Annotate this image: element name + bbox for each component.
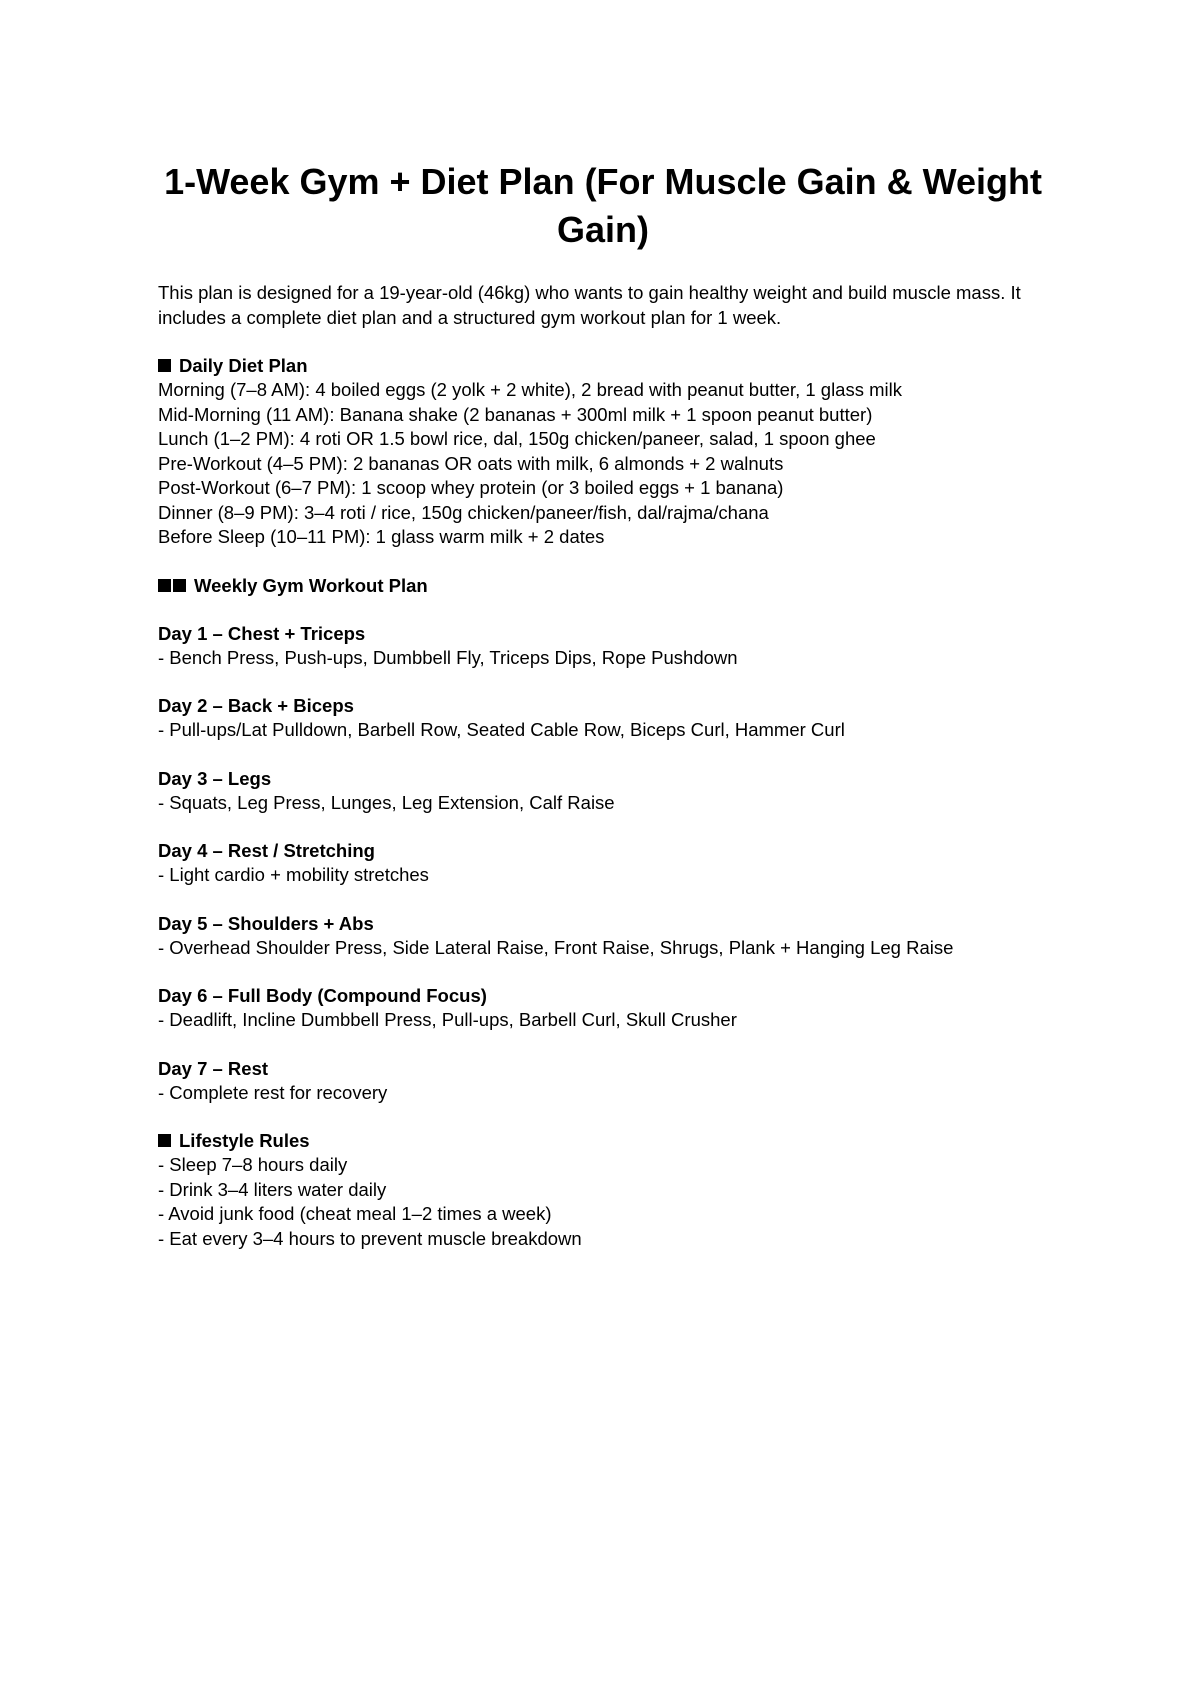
lifestyle-item: - Avoid junk food (cheat meal 1–2 times a week) bbox=[158, 1203, 552, 1224]
diet-item: Lunch (1–2 PM): 4 roti OR 1.5 bowl rice, dal, 150g chicken/paneer, salad, 1 spoon ghee bbox=[158, 428, 876, 449]
diet-item: Mid-Morning (11 AM): Banana shake (2 bananas + 300ml milk + 1 spoon peanut butter) bbox=[158, 403, 873, 425]
diet-item: Post-Workout (6–7 PM): 1 scoop whey protein (or 3 boiled eggs + 1 banana) bbox=[158, 477, 784, 498]
diet-item: Before Sleep (10–11 PM): 1 glass warm milk + 2 dates bbox=[158, 526, 605, 547]
lifestyle-item: - Drink 3–4 liters water daily bbox=[158, 1178, 387, 1200]
lifestyle-heading-text: Lifestyle Rules bbox=[179, 1130, 310, 1151]
day-title: Day 7 – Rest bbox=[158, 1057, 269, 1079]
diet-heading bbox=[158, 353, 1048, 378]
day-5-block bbox=[158, 911, 1048, 961]
day-title: Day 5 – Shoulders + Abs bbox=[158, 912, 374, 934]
day-detail: - Pull-ups/Lat Pulldown, Barbell Row, Seated Cable Row, Biceps Curl, Hammer Curl bbox=[158, 719, 845, 740]
lifestyle-heading bbox=[158, 1128, 1048, 1153]
day-6-block bbox=[158, 983, 1048, 1033]
day-detail: - Bench Press, Push-ups, Dumbbell Fly, Triceps Dips, Rope Pushdown bbox=[158, 646, 738, 668]
diet-section bbox=[158, 353, 1048, 550]
day-title: Day 4 – Rest / Stretching bbox=[158, 840, 375, 861]
workout-heading-text: Weekly Gym Workout Plan bbox=[194, 574, 428, 596]
day-detail: - Light cardio + mobility stretches bbox=[158, 864, 429, 885]
diet-item: Morning (7–8 AM): 4 boiled eggs (2 yolk + 2 white), 2 bread with peanut butter, 1 glass milk bbox=[158, 379, 902, 400]
day-title: Day 1 – Chest + Triceps bbox=[158, 622, 366, 644]
diet-item: Dinner (8–9 PM): 3–4 roti / rice, 150g chicken/paneer/fish, dal/rajma/chana bbox=[158, 501, 769, 523]
day-title: Day 6 – Full Body (Compound Focus) bbox=[158, 985, 487, 1006]
day-title: Day 3 – Legs bbox=[158, 767, 272, 789]
lifestyle-item: - Sleep 7–8 hours daily bbox=[158, 1154, 348, 1175]
square-bullet-icon bbox=[158, 579, 171, 592]
day-detail: - Squats, Leg Press, Lunges, Leg Extension, Calf Raise bbox=[158, 791, 615, 813]
day-1-block bbox=[158, 621, 1048, 671]
diet-item: Pre-Workout (4–5 PM): 2 bananas OR oats with milk, 6 almonds + 2 walnuts bbox=[158, 452, 784, 474]
lifestyle-section bbox=[158, 1128, 1048, 1251]
day-title: Day 2 – Back + Biceps bbox=[158, 695, 354, 716]
workout-heading bbox=[158, 573, 1048, 598]
workout-section bbox=[158, 573, 1048, 1106]
diet-heading-text: Daily Diet Plan bbox=[179, 355, 308, 376]
intro-paragraph: This plan is designed for a 19-year-old (46kg) who wants to gain healthy weight and build muscle mass. It includes a complete diet plan and a structured gym workout plan for 1 week. bbox=[158, 282, 1021, 328]
lifestyle-item: - Eat every 3–4 hours to prevent muscle breakdown bbox=[158, 1227, 582, 1249]
day-detail: - Complete rest for recovery bbox=[158, 1081, 388, 1103]
day-4-block bbox=[158, 838, 1048, 888]
document-page bbox=[158, 158, 1048, 1251]
day-7-block bbox=[158, 1056, 1048, 1106]
square-bullet-icon bbox=[173, 579, 186, 592]
square-bullet-icon bbox=[158, 1134, 171, 1147]
page-title: 1-Week Gym + Diet Plan (For Muscle Gain & Weight Gain) bbox=[164, 161, 1042, 250]
day-2-block bbox=[158, 693, 1048, 743]
square-bullet-icon bbox=[158, 359, 171, 372]
day-3-block bbox=[158, 766, 1048, 816]
day-detail: - Overhead Shoulder Press, Side Lateral Raise, Front Raise, Shrugs, Plank + Hanging Leg Raise bbox=[158, 936, 954, 958]
day-detail: - Deadlift, Incline Dumbbell Press, Pull-ups, Barbell Curl, Skull Crusher bbox=[158, 1009, 737, 1030]
